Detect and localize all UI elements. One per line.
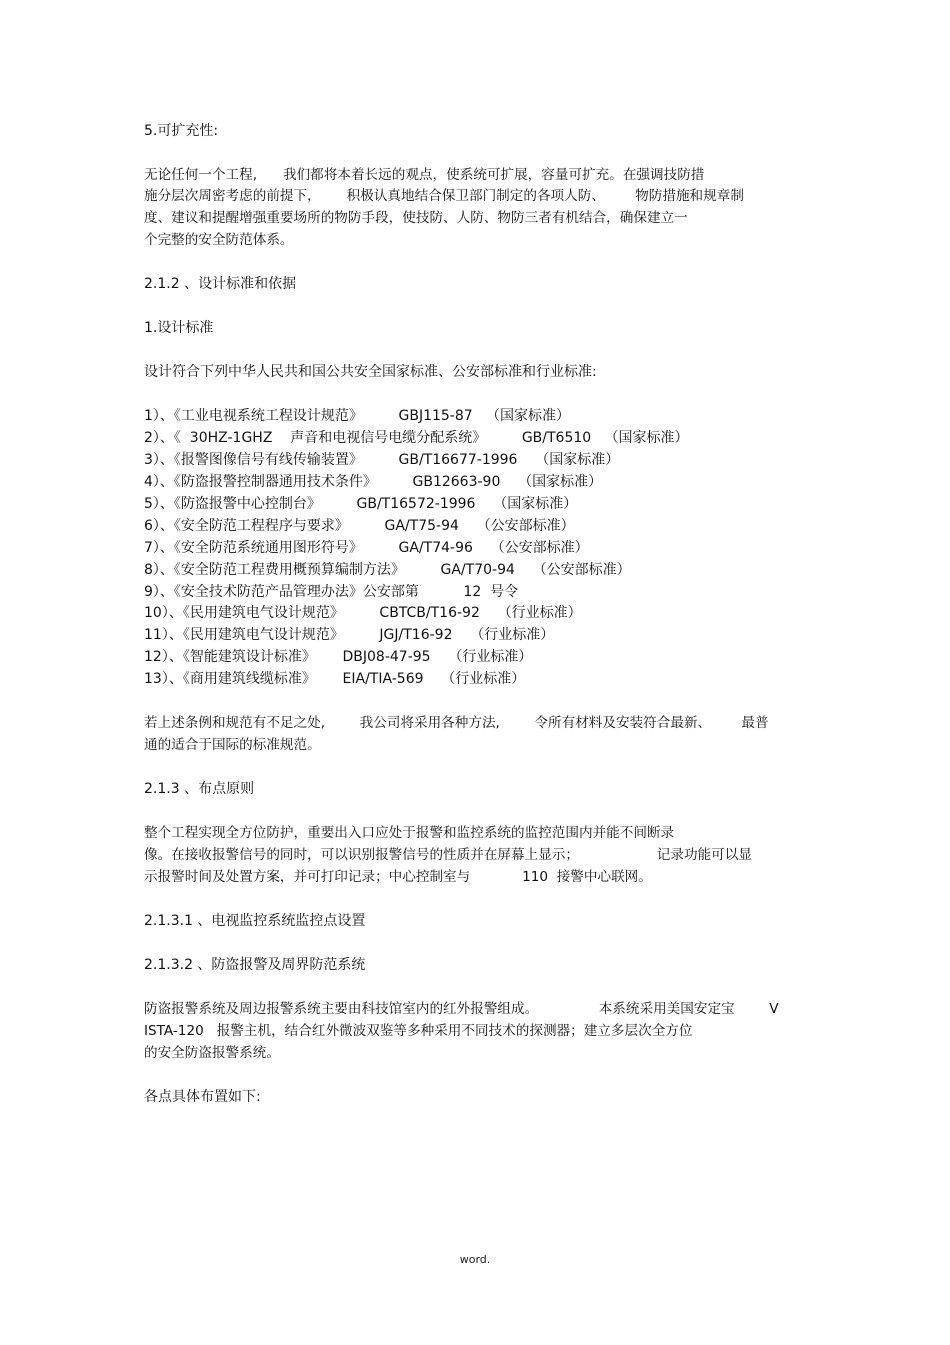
paragraph-line: 防盗报警系统及周边报警系统主要由科技馆室内的红外报警组成。 本系统采用美国安定宝 V: [144, 1001, 779, 1017]
paragraph-line: 个完整的安全防范体系。: [144, 232, 294, 248]
paragraph-line: 施分层次周密考虑的前提下， 积极认真地结合保卫部门制定的各项人防、 物防措施和规章制: [144, 188, 744, 204]
paragraph-line: 无论任何一个工程, 我们都将本着长远的观点，使系统可扩展，容量可扩充。在强调技防措: [144, 167, 705, 183]
paragraph-line: 的安全防盗报警系统。: [144, 1045, 280, 1061]
paragraph-line: 度、建议和提醒增强重要场所的物防手段，使技防、人防、物防三者有机结合，确保建立一: [144, 210, 688, 226]
standard-item: 1）、《工业电视系统工程设计规范》 GBJ115-87 （国家标准）: [144, 408, 571, 424]
standard-item: 4）、《防盗报警控制器通用技术条件》 GB12663-90 （国家标准）: [144, 474, 603, 490]
section-heading-2-1-3: 2.1.3 、布点原则: [144, 781, 255, 797]
standard-item: 13）、《商用建筑线缆标准》 EIA/TIA-569 （行业标准）: [144, 671, 526, 687]
standard-item: 8）、《安全防范工程费用概预算编制方法》 GA/T70-94 （公安部标准）: [144, 562, 631, 578]
paragraph-line: 若上述条例和规范有不足之处, 我公司将采用各种方法, 令所有材料及安装符合最新、 最普: [144, 715, 769, 731]
standard-item: 7）、《安全防范系统通用图形符号》 GA/T74-96 （公安部标准）: [144, 540, 589, 556]
points-layout-intro: 各点具体布置如下:: [144, 1089, 261, 1105]
page-footer: word.: [459, 1253, 491, 1266]
standard-item: 3）、《报警图像信号有线传输装置》 GB/T16677-1996 （国家标准）: [144, 452, 620, 468]
heading-scalability: 5.可扩充性:: [144, 123, 219, 139]
paragraph-line: 示报警时间及处置方案，并可打印记录；中心控制室与 110 接警中心联网。: [144, 869, 652, 885]
section-heading-2-1-3-1: 2.1.3.1 、电视监控系统监控点设置: [144, 913, 366, 929]
standard-item: 6）、《安全防范工程程序与要求》 GA/T75-94 （公安部标准）: [144, 518, 575, 534]
paragraph-line: 像。在接收报警信号的同时，可以识别报警信号的性质并在屏幕上显示； 记录功能可以显: [144, 847, 752, 863]
section-heading-2-1-2: 2.1.2 、设计标准和依据: [144, 276, 297, 292]
standard-item: 10）、《民用建筑电气设计规范》 CBTCB/T16-92 （行业标准）: [144, 605, 582, 621]
paragraph-line: 整个工程实现全方位防护，重要出入口应处于报警和监控系统的监控范围内并能不间断录: [144, 825, 675, 841]
standard-item: 11）、《民用建筑电气设计规范》 JGJ/T16-92 （行业标准）: [144, 627, 555, 643]
standard-item: 12）、《智能建筑设计标准》 DBJ08-47-95 （行业标准）: [144, 649, 533, 665]
subheading-design-standard: 1.设计标准: [144, 320, 214, 336]
standards-intro: 设计符合下列中华人民共和国公共安全国家标准、公安部标准和行业标准:: [144, 364, 597, 380]
standard-item: 2）、《 30HZ-1GHZ 声音和电视信号电缆分配系统》 GB/T6510 （国家标准）: [144, 430, 689, 446]
standard-item: 9）、《安全技术防范产品管理办法》公安部第 12 号令: [144, 584, 519, 600]
paragraph-line: ISTA-120 报警主机，结合红外微波双鉴等多种采用不同技术的探测器；建立多层次全方位: [144, 1023, 693, 1039]
paragraph-line: 通的适合于国际的标准规范。: [144, 737, 321, 753]
standard-item: 5）、《防盗报警中心控制台》 GB/T16572-1996 （国家标准）: [144, 496, 578, 512]
section-heading-2-1-3-2: 2.1.3.2 、防盗报警及周界防范系统: [144, 957, 366, 973]
